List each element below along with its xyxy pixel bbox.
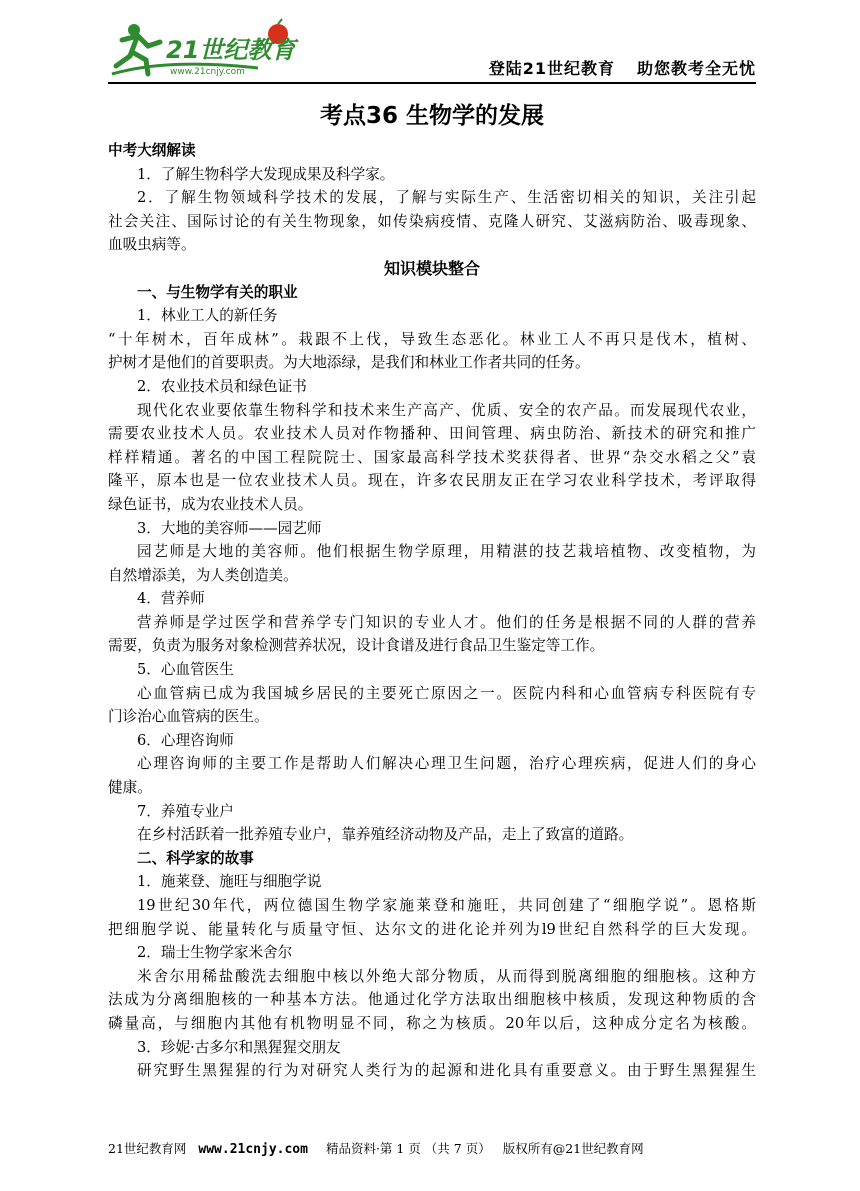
- header-slogan: [489, 56, 756, 79]
- text-line: 法成为分离细胞核的一种基本方法。他通过化学方法取出细胞核中核质，发现这种物质的含: [108, 991, 756, 1009]
- text-line: 心血管病已成为我国城乡居民的主要死亡原因之一。医院内科和心血管病专科医院有专: [137, 684, 756, 702]
- text-line: 需要农业技术人员。农业技术人员对作物播种、田间管理、病虫防治、新技术的研究和推广: [108, 425, 756, 443]
- text-line: 1．了解生物科学大发现成果及科学家。: [137, 165, 395, 183]
- subsection-heading: 二、科学家的故事: [137, 849, 254, 867]
- text-line: 3．大地的美容师——园艺师: [137, 519, 322, 537]
- text-line: 需要，负责为服务对象检测营养状况，设计食谱及进行食品卫生鉴定等工作。: [108, 637, 605, 655]
- text-line: 研究野生黑猩猩的行为对研究人类行为的起源和进化具有重要意义。由于野生黑猩猩生: [137, 1062, 756, 1080]
- text-line: 社会关注、国际讨论的有关生物现象，如传染病疫情、克隆人研究、艾滋病防治、吸毒现象、: [108, 212, 756, 230]
- header-divider: [108, 82, 756, 84]
- logo-url: www.21cnjy.com: [170, 67, 245, 77]
- text-line: 1．施莱登、施旺与细胞学说: [137, 873, 322, 891]
- text-line: 园艺师是大地的美容师。他们根据生物学原理，用精湛的技艺栽培植物、改变植物，为: [137, 543, 756, 561]
- text-line: 3．珍妮·古多尔和黑猩猩交朋友: [137, 1038, 341, 1056]
- footer-page-info: 精品资料·第 1 页 （共 7 页）: [325, 1141, 491, 1156]
- slogan-left: 登陆21世纪教育: [488, 59, 615, 78]
- text-line: 门诊治心血管病的医生。: [108, 708, 269, 726]
- text-line: 1．林业工人的新任务: [137, 307, 278, 325]
- subsection-heading: 中考大纲解读: [108, 142, 196, 159]
- text-line: “十年树木，百年成林”。栽跟不上伐，导致生态恶化。林业工人不再只是伐木，植树、: [108, 330, 756, 348]
- subsection-heading: 一、与生物学有关的职业: [137, 283, 298, 301]
- text-line: 4．营养师: [137, 590, 205, 608]
- text-line: 19世纪30年代，两位德国生物学家施莱登和施旺，共同创建了“细胞学说”。恩格斯: [137, 897, 756, 914]
- text-line: 7．养殖专业户: [137, 802, 234, 820]
- text-line: 磷量高，与细胞内其他有机物明显不同，称之为核质。20年以后，这种成分定名为核酸。: [108, 1014, 756, 1032]
- text-line: 2．农业技术员和绿色证书: [137, 377, 307, 395]
- text-line: 2．了解生物领域科学技术的发展，了解与实际生产、生活密切相关的知识，关注引起: [137, 189, 756, 207]
- text-line: 现代化农业要依靠生物科学和技术来生产高产、优质、安全的农产品。而发展现代农业，: [137, 401, 756, 419]
- text-line: 2．瑞士生物学家米舍尔: [137, 944, 293, 962]
- text-line: 健康。: [108, 779, 152, 797]
- text-line: 营养师是学过医学和营养学专门知识的专业人才。他们的任务是根据不同的人群的营养: [137, 613, 756, 631]
- page-title: 考点36 生物学的发展: [319, 103, 544, 129]
- footer-url[interactable]: www.21cnjy.com: [198, 1142, 308, 1157]
- text-line: 自然增添美，为人类创造美。: [108, 566, 298, 584]
- text-line: 样样精通。著名的中国工程院院士、国家最高科学技术奖获得者、世界“杂交水稻之父”袁: [108, 448, 756, 466]
- text-line: 心理咨询师的主要工作是帮助人们解决心理卫生问题，治疗心理疾病，促进人们的身心: [137, 755, 756, 773]
- text-line: 绿色证书，成为农业技术人员。: [108, 495, 313, 513]
- page-header: [108, 18, 756, 84]
- footer-site: 21世纪教育网: [108, 1141, 187, 1156]
- text-line: 隆平，原本也是一位农业技术人员。现在，许多农民朋友正在学习农业科学技术，考评取得: [108, 472, 756, 490]
- text-line: 护树才是他们的首要职责。为大地添绿，是我们和林业工作者共同的任务。: [108, 354, 590, 372]
- text-line: 6．心理咨询师: [137, 731, 234, 749]
- document-body: [108, 139, 756, 1083]
- text-line: 5．心血管医生: [137, 661, 234, 679]
- slogan-right: 助您教考全无忧: [636, 59, 756, 78]
- footer-copyright: 版权所有@21世纪教育网: [502, 1141, 644, 1156]
- page-footer: [108, 1139, 756, 1157]
- text-line: 把细胞学说、能量转化与质量守恒、达尔文的进化论并列为l9世纪自然科学的巨大发现。: [108, 920, 756, 938]
- text-line: 血吸虫病等。: [108, 236, 196, 254]
- logo-text: 21世纪教育: [166, 36, 296, 64]
- text-line: 在乡村活跃着一批养殖专业户，靠养殖经济动物及产品，走上了致富的道路。: [137, 826, 634, 844]
- logo-21cnjy: [108, 18, 308, 82]
- text-line: 米舍尔用稀盐酸洗去细胞中核以外绝大部分物质，从而得到脱离细胞的细胞核。这种方: [137, 967, 756, 985]
- section-heading: 知识模块整合: [383, 258, 480, 278]
